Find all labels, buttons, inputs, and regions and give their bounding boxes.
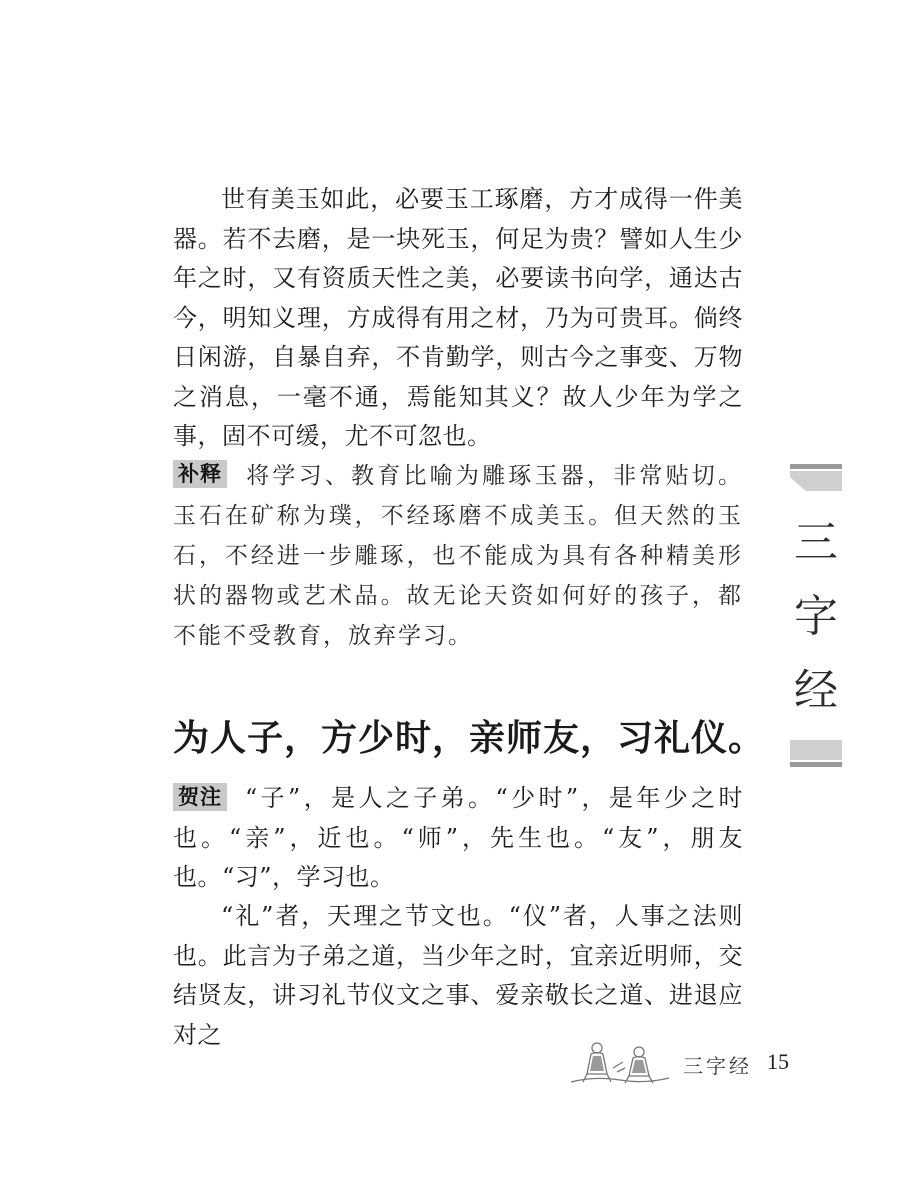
verse-heading: 为人子，方少时，亲师友，习礼仪。: [173, 717, 766, 759]
supplement-paragraph: [173, 456, 743, 656]
side-tab-top-bar: [790, 464, 842, 469]
side-tab-char: 经: [794, 665, 838, 716]
annotation-text: “子”，是人之子弟。“少时”，是年少之时也。“亲”，近也。“师”，先生也。“友”，朋友也。“习”，学习也。: [173, 784, 743, 891]
side-tab-top-bracket: [790, 471, 842, 491]
chapter-side-tab: [790, 464, 842, 767]
page-footer: [565, 1038, 805, 1088]
side-tab-bottom-bar: [790, 762, 842, 767]
side-tab-title: [790, 506, 842, 728]
side-tab-bottom-bracket: [790, 740, 842, 760]
footer-illustration: [565, 1038, 675, 1088]
annotation-continuation: “礼”者，天理之节文也。“仪”者，人事之法则也。此言为子弟之道，当少年之时，宜亲近明师，交结贤友，讲习礼节仪文之事、爱亲敬长之道、进退应对之: [173, 902, 743, 1049]
footer-book-title: 三字经: [683, 1054, 752, 1078]
supplement-tag: 补释: [173, 460, 227, 488]
side-tab-char: 字: [794, 591, 838, 642]
page-number: 15: [767, 1049, 789, 1074]
annotation-paragraph: [173, 779, 743, 898]
supplement-text: 将学习、教育比喻为雕琢玉器，非常贴切。玉石在矿称为璞，不经琢磨不成美玉。但天然的玉石，不经进一步雕琢，也不能成为具有各种精美形状的器物或艺术品。故无论天资如何好的孩子，都不能不受教育，放弃学习。: [173, 463, 743, 649]
body-paragraph-1: 世有美玉如此，必要玉工琢磨，方才成得一件美器。若不去磨，是一块死玉，何足为贵？譬如人生少年之时，又有资质天性之美，必要读书向学，通达古今，明知义理，方成得有用之材，乃为可贵耳。倘终日闲游，自暴自弃，不肯勤学，则古今之事变、万物之消息，一毫不通，焉能知其义？故人少年为学之事，固不可缓，尤不可忽也。: [173, 185, 743, 450]
side-tab-char: 三: [794, 517, 838, 568]
annotation-tag: 贺注: [173, 783, 227, 811]
